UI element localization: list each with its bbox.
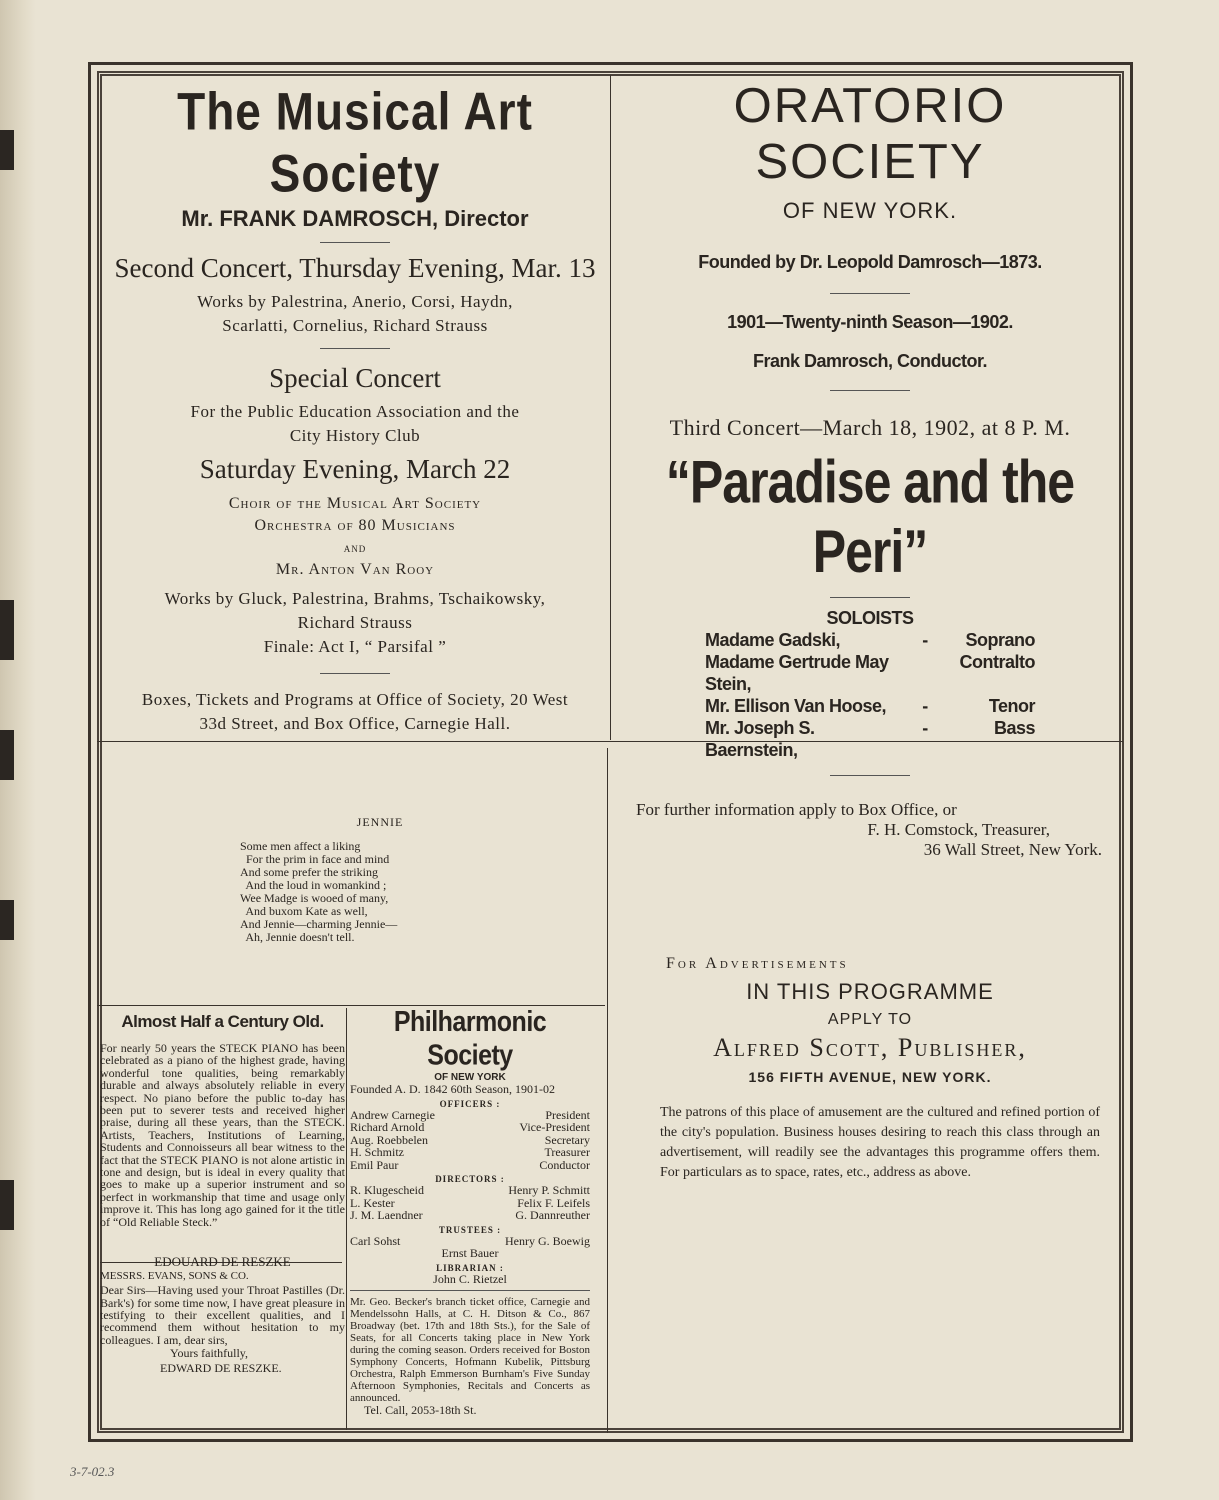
oratorio-treasurer: F. H. Comstock, Treasurer, xyxy=(867,820,1050,839)
officer-name: Aug. Roebbelen xyxy=(350,1132,428,1147)
officer-name: Andrew Carnegie xyxy=(350,1107,435,1122)
mas-and: and xyxy=(343,540,367,555)
soloist-voice: Soprano xyxy=(965,630,1035,650)
ads-apply-to: APPLY TO xyxy=(827,1011,913,1028)
divider-rule xyxy=(830,293,910,294)
ads-programme: IN THIS PROGRAMME xyxy=(746,979,994,1004)
officer-name: H. Schmitz xyxy=(350,1145,404,1159)
ads-publisher: Alfred Scott, Publisher, xyxy=(713,1033,1027,1062)
mas-for-line: For the Public Education Association and the xyxy=(190,402,520,421)
mas-saturday: Saturday Evening, March 22 xyxy=(199,454,511,484)
mas-works2-cont: Richard Strauss xyxy=(297,613,413,632)
column-divider xyxy=(607,748,608,1433)
divider-rule xyxy=(830,390,910,391)
soloist-dash xyxy=(905,651,945,695)
phil-subtitle: OF NEW YORK xyxy=(434,1072,506,1083)
mas-boxes-cont: 33d Street, and Box Office, Carnegie Hall. xyxy=(199,714,511,733)
director-row xyxy=(350,1209,590,1222)
oratorio-info: For further information apply to Box Office, or xyxy=(636,800,957,819)
poem-line: And Jennie—charming Jennie— xyxy=(240,917,398,931)
soloists-label: SOLOISTS xyxy=(826,608,914,628)
officer-role: President xyxy=(545,1107,590,1122)
musical-art-society-ad xyxy=(105,80,605,733)
director-name: Henry P. Schmitt xyxy=(508,1183,590,1197)
oratorio-founded: Founded by Dr. Leopold Damrosch—1873. xyxy=(698,252,1042,272)
soloist-dash: - xyxy=(922,718,928,738)
soloist-voice: Contralto xyxy=(959,652,1035,672)
soloist-dash: - xyxy=(922,696,928,716)
divider-rule xyxy=(830,597,910,598)
poem-line: Ah, Jennie doesn't tell. xyxy=(240,930,355,944)
officer-role: Vice-President xyxy=(519,1120,590,1134)
officer-row xyxy=(350,1159,590,1172)
divider-rule xyxy=(320,673,390,674)
reszke-close: Yours faithfully, xyxy=(170,1346,249,1361)
binding-tear xyxy=(0,730,14,780)
directors-list xyxy=(350,1184,590,1222)
soloist-voice: Tenor xyxy=(988,696,1035,716)
ads-address: 156 FIFTH AVENUE, NEW YORK. xyxy=(748,1069,992,1085)
soloist-name: Madame Gertrude May Stein, xyxy=(705,652,889,694)
jennie-poem xyxy=(240,815,520,944)
mas-special-concert: Special Concert xyxy=(269,363,441,393)
philharmonic-society-ad xyxy=(350,1005,590,1417)
becker-notice: Mr. Geo. Becker's branch ticket office, Carnegie and Mendelssohn Halls, at C. H. Ditson & Co., 867 Broadway (bet. 17th and 18th Sts.), for the Sale of Seats, for all Concerts taking place in New York during the coming season. Orders received for Boston Symphony Concerts, Hofmann Kubelik, Pittsburg Orchestra, Ralph Emmerson Burnham's Five Sunday Afternoon Symphonies, Recitals and Concerts as announced. xyxy=(350,1296,590,1404)
oratorio-subtitle: OF NEW YORK. xyxy=(782,198,958,223)
binding-tear xyxy=(0,1180,14,1230)
reszke-addressee: MESSRS. EVANS, SONS & CO. xyxy=(100,1270,249,1283)
officer-row xyxy=(350,1121,590,1134)
poem-line: And buxom Kate as well, xyxy=(240,904,368,918)
mas-works2: Works by Gluck, Palestrina, Brahms, Tschaikowsky, xyxy=(164,589,546,608)
directors-label: DIRECTORS : xyxy=(435,1174,505,1184)
soloist-row xyxy=(705,717,1035,761)
librarian-name: John C. Rietzel xyxy=(433,1271,507,1286)
officers-list xyxy=(350,1109,590,1172)
divider-rule xyxy=(320,348,390,349)
mas-for-line-cont: City History Club xyxy=(289,426,421,445)
divider-rule xyxy=(320,242,390,243)
director-name: J. M. Laendner xyxy=(350,1208,423,1222)
soloist-name: Mr. Joseph S. Baernstein, xyxy=(705,718,815,760)
divider-rule xyxy=(830,775,910,776)
soloist-row xyxy=(705,629,1035,651)
oratorio-season: 1901—Twenty-ninth Season—1902. xyxy=(727,312,1013,332)
soloists-list xyxy=(620,629,1120,761)
mas-director: Mr. FRANK DAMROSCH, Director xyxy=(181,206,529,231)
mas-orchestra: Orchestra of 80 Musicians xyxy=(254,517,456,534)
soloist-dash: - xyxy=(922,630,928,650)
oratorio-conductor: Frank Damrosch, Conductor. xyxy=(752,351,988,371)
mas-works: Works by Palestrina, Anerio, Corsi, Haydn, xyxy=(197,292,513,311)
director-row xyxy=(350,1184,590,1197)
poem-line: And the loud in womankind ; xyxy=(240,878,387,892)
mas-title: The Musical Art Society xyxy=(177,81,533,203)
phil-title: Philharmonic Society xyxy=(393,1005,547,1072)
handwritten-note: 3-7-02.3 xyxy=(70,1464,115,1479)
ads-paragraph: The patrons of this place of amusement are the cultured and refined portion of the city's population. Business houses desiring to reach this class through an advertisement, will readily see the advantages this programme offers them. For particulars as to space, rates, etc., address as above. xyxy=(660,1105,1100,1180)
poem-lines xyxy=(240,840,520,944)
trustees-label: TRUSTEES : xyxy=(438,1224,502,1235)
soloist-name: Madame Gadski, xyxy=(705,630,841,650)
officers-label: OFFICERS : xyxy=(439,1098,501,1109)
officer-name: Emil Paur xyxy=(350,1157,399,1172)
officer-name: Richard Arnold xyxy=(350,1120,425,1134)
mas-finale: Finale: Act I, “ Parsifal ” xyxy=(263,637,447,656)
officer-role: Conductor xyxy=(539,1157,590,1172)
binding-tear xyxy=(0,600,14,660)
reszke-body: Dear Sirs—Having used your Throat Pastilles (Dr. Bark's) for some time now, I have great pleasure in testifying to their excellent qualities, and I recommend them without hesitation to my colleagues. I am, dear sirs, xyxy=(100,1283,345,1347)
oratorio-concert-date: Third Concert—March 18, 1902, at 8 P. M. xyxy=(669,415,1071,440)
column-divider xyxy=(610,75,611,740)
soloist-name: Mr. Ellison Van Hoose, xyxy=(705,696,887,716)
poem-line: And some prefer the striking xyxy=(240,865,378,879)
reszke-signature: EDWARD DE RESZKE. xyxy=(160,1361,282,1376)
oratorio-work-title: “Paradise and the Peri” xyxy=(665,448,1075,586)
soloist-row xyxy=(705,651,1035,695)
director-name: G. Dannreuther xyxy=(515,1208,590,1222)
oratorio-society-ad xyxy=(620,78,1120,859)
mas-choir: Choir of the Musical Art Society xyxy=(228,495,482,512)
oratorio-title: ORATORIO SOCIETY xyxy=(733,79,1007,189)
poem-title: JENNIE xyxy=(356,815,404,829)
steck-piano-ad xyxy=(100,1012,345,1376)
phil-founded: Founded A. D. 1842 60th Season, 1901-02 xyxy=(350,1082,555,1096)
becker-telephone: Tel. Call, 2053-18th St. xyxy=(364,1403,477,1417)
trustee-name: Ernst Bauer xyxy=(441,1246,499,1260)
poem-line: Some men affect a liking xyxy=(240,839,361,853)
director-name: Felix F. Leifels xyxy=(517,1195,590,1210)
steck-body: For nearly 50 years the STECK PIANO has been celebrated as a piano of the highest grade, having wonderful tone qualities, being remarkably durable and always absolutely reliable in every respect. No piano before the public to-day has been put to severer tests and received higher praise, during all these years, than the STECK. Artists, Teachers, Institutions of Learning, Students and Connoisseurs all bear witness to the fact that the STECK PIANO is not alone artistic in tone and design, but is ideal in every quality that goes to make up a superior instrument and so perfect in workmanship that time and usage only improve it. This has long ago gained for it the title of “Old Reliable Steck.” xyxy=(100,1041,345,1229)
column-divider xyxy=(346,1008,347,1430)
mas-boxes: Boxes, Tickets and Programs at Office of Society, 20 West xyxy=(141,690,569,709)
officer-role: Treasurer xyxy=(544,1145,590,1159)
oratorio-address: 36 Wall Street, New York. xyxy=(923,840,1102,859)
ads-heading: For Advertisements xyxy=(666,955,849,972)
trustee-name: Henry G. Boewig xyxy=(505,1233,590,1248)
director-name: L. Kester xyxy=(350,1195,395,1210)
reszke-title: EDOUARD DE RESZKE xyxy=(154,1254,291,1270)
steck-title: Almost Half a Century Old. xyxy=(121,1012,324,1031)
poem-line: For the prim in face and mind xyxy=(240,852,390,866)
officer-role: Secretary xyxy=(544,1132,590,1147)
mas-soloist: Mr. Anton Van Rooy xyxy=(275,561,435,578)
librarian-label: LIBRARIAN : xyxy=(436,1262,504,1273)
soloist-row xyxy=(705,695,1035,717)
mas-works-cont: Scarlatti, Cornelius, Richard Strauss xyxy=(222,316,488,335)
binding-tear xyxy=(0,900,14,940)
officer-row xyxy=(350,1146,590,1159)
advertisement-notice xyxy=(640,955,1100,1183)
binding-tear xyxy=(0,130,14,170)
mas-second-concert: Second Concert, Thursday Evening, Mar. 13 xyxy=(114,253,596,283)
trustee-name: Carl Sohst xyxy=(350,1233,401,1248)
poem-line: Wee Madge is wooed of many, xyxy=(240,891,389,905)
director-name: R. Klugescheid xyxy=(350,1183,424,1197)
soloist-voice: Bass xyxy=(993,718,1035,738)
